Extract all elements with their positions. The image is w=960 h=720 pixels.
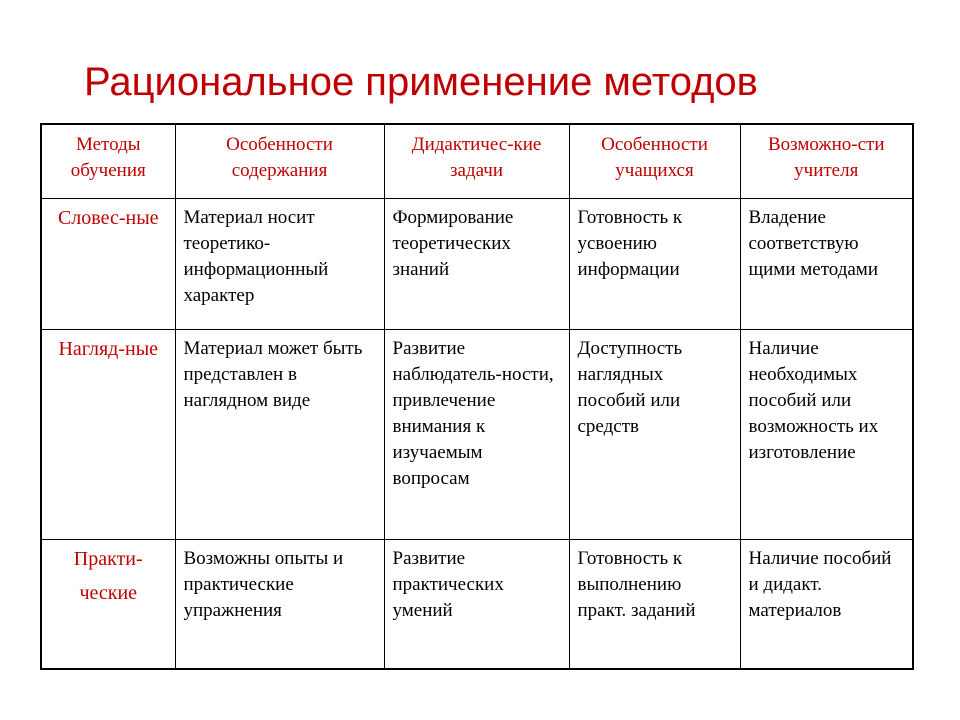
table-cell: Формирование теоретических знаний: [384, 198, 569, 329]
header-student-features: Особенности учащихся: [569, 124, 740, 198]
method-name-verbal: Словес-ные: [41, 198, 175, 329]
table-header-row: [41, 124, 913, 198]
table-cell: Готовность к усвоению информации: [569, 198, 740, 329]
header-content-features: Особенности содержания: [175, 124, 384, 198]
table-row: [41, 539, 913, 669]
table-cell: Развитие практических умений: [384, 539, 569, 669]
table-cell: Владение соответствую щими методами: [740, 198, 913, 329]
method-name-visual: Нагляд-ные: [41, 329, 175, 539]
table-cell: Наличие необходимых пособий или возможность их изготовление: [740, 329, 913, 539]
slide-title: Рациональное применение методов: [84, 60, 758, 104]
methods-table: [40, 123, 914, 670]
table-row: [41, 198, 913, 329]
table-cell: Материал может быть представлен в наглядном виде: [175, 329, 384, 539]
table-cell: Доступность наглядных пособий или средств: [569, 329, 740, 539]
table-row: [41, 329, 913, 539]
table-cell: Наличие пособий и дидакт. материалов: [740, 539, 913, 669]
table-cell: Готовность к выполнению практ. заданий: [569, 539, 740, 669]
header-didactic-tasks: Дидактичес-кие задачи: [384, 124, 569, 198]
table-cell: Материал носит теоретико-информационный характер: [175, 198, 384, 329]
method-name-practical: Практи-ческие: [41, 539, 175, 669]
table-cell: Развитие наблюдатель-ности, привлечение внимания к изучаемым вопросам: [384, 329, 569, 539]
table-cell: Возможны опыты и практические упражнения: [175, 539, 384, 669]
header-methods: Методы обучения: [41, 124, 175, 198]
header-teacher-capabilities: Возможно-сти учителя: [740, 124, 913, 198]
